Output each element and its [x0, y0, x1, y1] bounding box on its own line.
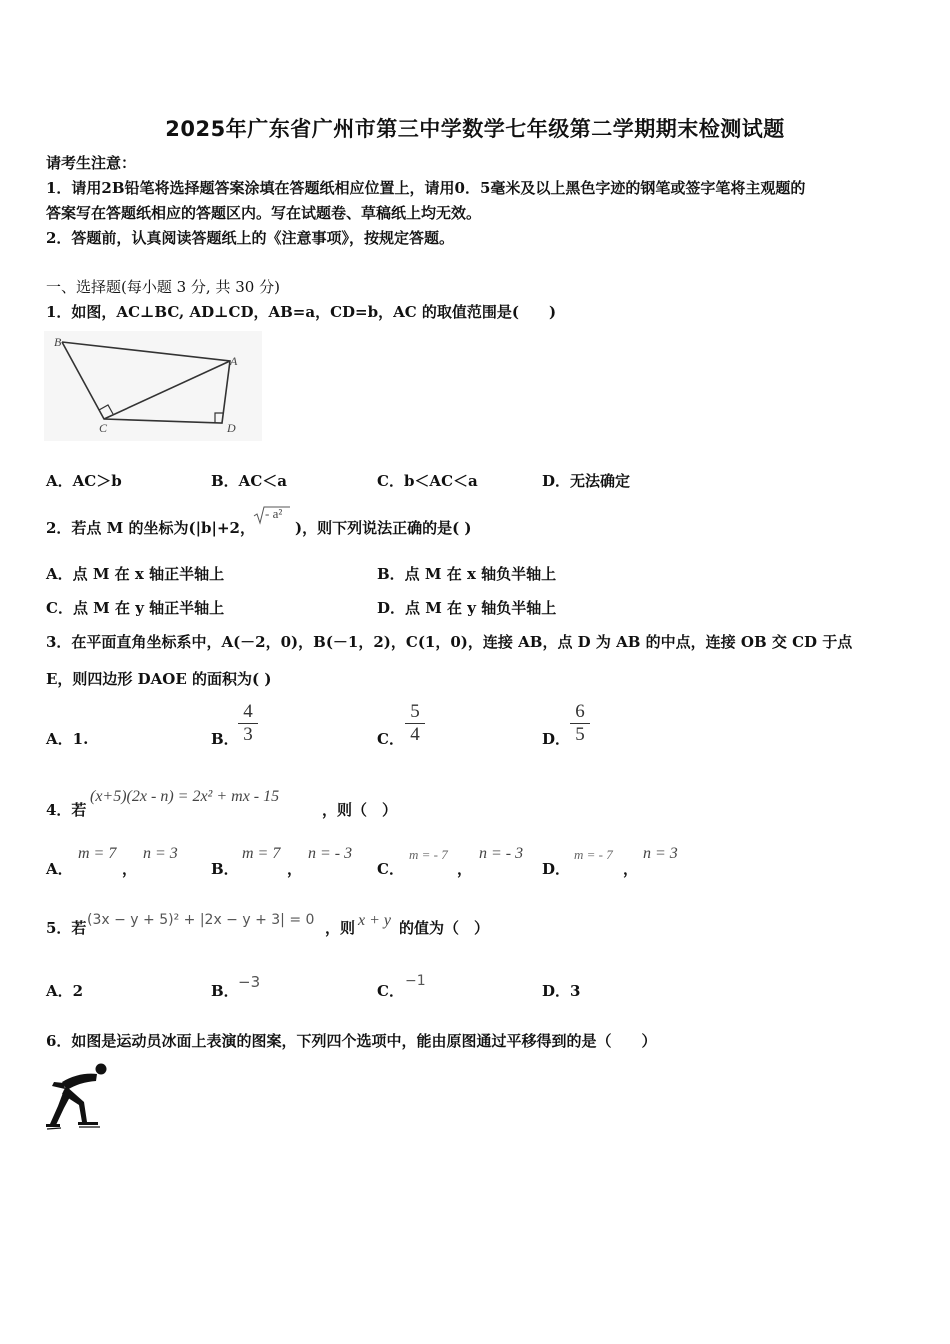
fig-label-d: D	[227, 421, 236, 435]
q3-option-a[interactable]	[46, 728, 88, 749]
q4-suffix: ，则（ ）	[322, 801, 398, 819]
skater-figure	[44, 1062, 114, 1136]
q4-option-a-separator: ，	[122, 860, 138, 878]
q4-option-c-n: n = - 3	[479, 845, 524, 862]
q5-prefix: 5．若	[46, 919, 87, 937]
notice-line-2: 答案写在答题纸相应的答题区内。写在试题卷、草稿纸上均无效。	[46, 204, 482, 222]
q5-expression: (3x − y + 5)² + |2x − y + 3| = 0	[87, 912, 315, 928]
q5-expression-sum: x + y	[358, 912, 391, 929]
q3-option-a-label: A．	[46, 730, 73, 748]
q3-option-b-denominator: 3	[243, 724, 253, 745]
q3-option-d-label[interactable]: D．	[542, 730, 571, 748]
q5-option-a[interactable]	[46, 980, 83, 1001]
q5-option-d[interactable]	[542, 980, 580, 1001]
q5-option-b-value: −3	[238, 973, 261, 991]
q2-option-c[interactable]: C．点 M 在 y 轴正半轴上	[46, 599, 225, 617]
q1-option-d[interactable]: D．无法确定	[542, 472, 631, 490]
q1-option-b[interactable]: B．AC＜a	[211, 472, 287, 490]
q4-option-b-n: n = - 3	[308, 845, 353, 862]
q2-stem-part-1: 2．若点 M 的坐标为(|b|+2，	[46, 519, 255, 537]
q4-option-b-label[interactable]: B．	[211, 860, 239, 878]
q4-option-b-m: m = 7	[242, 845, 281, 862]
fig-label-a: A	[230, 354, 238, 368]
q3-option-a-value: 1.	[72, 730, 89, 748]
q5-option-c-label[interactable]: C．	[377, 982, 404, 1000]
q5-option-a-label: A．	[46, 982, 73, 1000]
q5-mid: ，则	[325, 919, 356, 937]
q1-stem: 1．如图，AC⊥BC, AD⊥CD，AB=a，CD=b，AC 的取值范围是( )	[46, 303, 557, 321]
page-title: 2025年广东省广州市第三中学数学七年级第二学期期末检测试题	[165, 117, 785, 141]
notice-line-3: 2．答题前，认真阅读答题纸上的《注意事项》，按规定答题。	[46, 229, 454, 247]
q4-option-d-label[interactable]: D．	[542, 860, 571, 878]
fig-label-b: B	[54, 335, 62, 349]
q4-option-c-m: m = - 7	[409, 847, 448, 862]
q3-option-d-denominator: 5	[575, 724, 585, 745]
q4-option-a-m: m = 7	[78, 845, 117, 862]
q3-option-d-numerator: 6	[570, 701, 590, 724]
q1-option-a[interactable]: A．AC＞b	[46, 472, 122, 490]
q2-option-a[interactable]: A．点 M 在 x 轴正半轴上	[46, 565, 225, 583]
q1-figure	[44, 331, 262, 441]
q4-option-b-separator: ，	[287, 860, 303, 878]
q4-expression: (x+5)(2x - n) = 2x² + mx - 15	[90, 788, 280, 805]
q6-stem: 6．如图是运动员冰面上表演的图案，下列四个选项中，能由原图通过平移得到的是（ ）	[46, 1032, 657, 1050]
q4-option-c-separator: ，	[457, 860, 473, 878]
q3-stem-line-2: E，则四边形 DAOE 的面积为( )	[46, 670, 272, 688]
section-heading: 一、选择题(每小题 3 分, 共 30 分)	[46, 278, 280, 296]
q3-option-c-fraction	[405, 701, 425, 746]
q4-prefix: 4．若	[46, 801, 87, 819]
q5-option-c-value: −1	[405, 973, 426, 989]
q3-option-c-denominator: 4	[410, 724, 420, 745]
q5-option-d-label: D．	[542, 982, 571, 1000]
q5-option-d-value: 3	[570, 982, 581, 1000]
q2-option-b[interactable]: B．点 M 在 x 轴负半轴上	[377, 565, 557, 583]
q3-option-b-numerator: 4	[238, 701, 258, 724]
q5-option-a-value: 2	[72, 982, 84, 1000]
q4-option-c-label[interactable]: C．	[377, 860, 404, 878]
q4-option-d-n: n = 3	[643, 845, 678, 862]
q3-option-b-fraction	[238, 701, 258, 746]
q4-option-d-m: m = - 7	[574, 847, 613, 862]
q2-stem-part-2: )，则下列说法正确的是( )	[295, 519, 472, 537]
q4-option-a-label[interactable]: A．	[46, 860, 73, 878]
q3-option-d-fraction	[570, 701, 590, 746]
q3-option-c-numerator: 5	[405, 701, 425, 724]
q5-option-b-label[interactable]: B．	[211, 982, 239, 1000]
fig-label-c: C	[99, 421, 108, 435]
q1-option-c[interactable]: C．b＜AC＜a	[377, 472, 478, 490]
q4-option-a-n: n = 3	[143, 845, 178, 862]
notice-heading: 请考生注意：	[46, 154, 137, 172]
q3-option-c-label[interactable]: C．	[377, 730, 404, 748]
notice-line-1: 1．请用2B铅笔将选择题答案涂填在答题纸相应位置上，请用0．5毫米及以上黑色字迹的钢笔或签字笔将主观题的	[46, 179, 806, 197]
q5-suffix: 的值为（ ）	[399, 919, 490, 937]
q2-sqrt-expr: - a²	[265, 506, 283, 521]
q4-option-d-separator: ，	[623, 860, 639, 878]
q3-stem-line-1: 3．在平面直角坐标系中，A(－2，0)，B(－1，2)，C(1，0)，连接 AB，点 D 为 AB 的中点，连接 OB 交 CD 于点	[46, 633, 853, 651]
q2-option-d[interactable]: D．点 M 在 y 轴负半轴上	[377, 599, 557, 617]
q3-option-b-label[interactable]: B．	[211, 730, 239, 748]
